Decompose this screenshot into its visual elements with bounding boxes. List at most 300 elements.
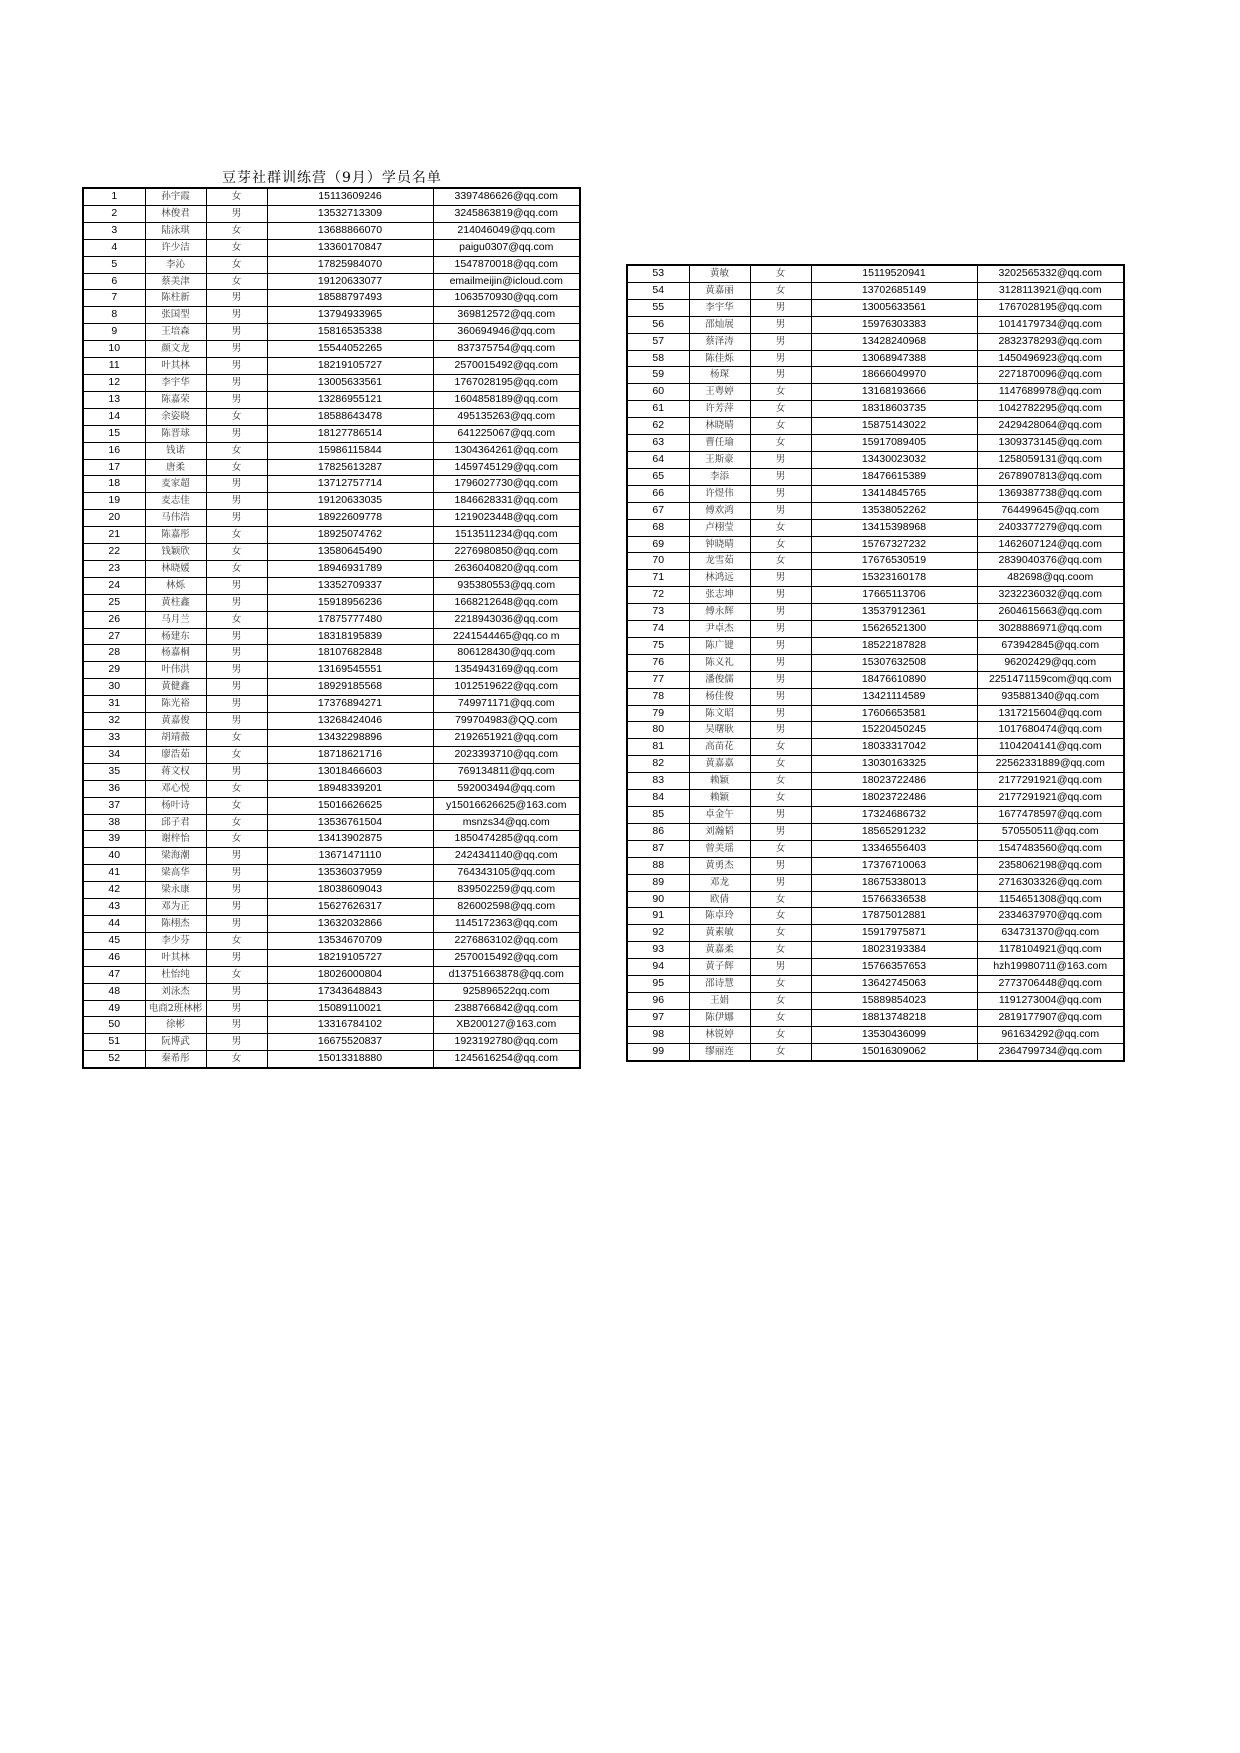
table-row bbox=[627, 773, 1124, 790]
email: 1191273004@qq.com bbox=[977, 992, 1124, 1009]
gender: 女 bbox=[206, 560, 267, 577]
student-name: 邓心悦 bbox=[145, 780, 206, 797]
table-row bbox=[83, 476, 580, 493]
gender: 女 bbox=[750, 536, 811, 553]
email: 2218943036@qq.com bbox=[433, 611, 580, 628]
row-number: 19 bbox=[83, 493, 145, 510]
gender: 男 bbox=[206, 594, 267, 611]
student-name: 李宇华 bbox=[689, 299, 750, 316]
email: 1147689978@qq.com bbox=[977, 384, 1124, 401]
student-name: 钱诺 bbox=[145, 442, 206, 459]
email: msnzs34@qq.com bbox=[433, 814, 580, 831]
table-row bbox=[627, 976, 1124, 993]
phone-number: 17606653581 bbox=[811, 705, 977, 722]
email: 1767028195@qq.com bbox=[977, 299, 1124, 316]
phone-number: 18925074762 bbox=[267, 527, 433, 544]
table-row bbox=[627, 384, 1124, 401]
phone-number: 15766336538 bbox=[811, 891, 977, 908]
row-number: 37 bbox=[83, 797, 145, 814]
phone-number: 13414845765 bbox=[811, 485, 977, 502]
email: 482698@qq.coom bbox=[977, 570, 1124, 587]
student-name: 钟晓晴 bbox=[689, 536, 750, 553]
row-number: 57 bbox=[627, 333, 689, 350]
table-row bbox=[627, 316, 1124, 333]
gender: 女 bbox=[206, 730, 267, 747]
phone-number: 15119520941 bbox=[811, 265, 977, 282]
email: 1304364261@qq.com bbox=[433, 442, 580, 459]
gender: 男 bbox=[750, 485, 811, 502]
table-row bbox=[627, 468, 1124, 485]
table-row bbox=[627, 502, 1124, 519]
email: 2678907813@qq.com bbox=[977, 468, 1124, 485]
gender: 女 bbox=[206, 459, 267, 476]
gender: 男 bbox=[206, 983, 267, 1000]
student-name: 林俊君 bbox=[145, 205, 206, 222]
row-number: 91 bbox=[627, 908, 689, 925]
row-number: 80 bbox=[627, 722, 689, 739]
row-number: 42 bbox=[83, 882, 145, 899]
phone-number: 13030163325 bbox=[811, 756, 977, 773]
phone-number: 15307632508 bbox=[811, 654, 977, 671]
row-number: 15 bbox=[83, 425, 145, 442]
table-row bbox=[83, 459, 580, 476]
student-name: 赖颖 bbox=[689, 773, 750, 790]
table-row bbox=[83, 949, 580, 966]
row-number: 65 bbox=[627, 468, 689, 485]
phone-number: 13428240968 bbox=[811, 333, 977, 350]
row-number: 25 bbox=[83, 594, 145, 611]
row-number: 90 bbox=[627, 891, 689, 908]
phone-number: 15626521300 bbox=[811, 621, 977, 638]
phone-number: 18023193384 bbox=[811, 942, 977, 959]
gender: 男 bbox=[206, 696, 267, 713]
student-name: 叶伟洪 bbox=[145, 662, 206, 679]
gender: 女 bbox=[206, 797, 267, 814]
student-name: 徐彬 bbox=[145, 1017, 206, 1034]
student-name: 黄素敏 bbox=[689, 925, 750, 942]
row-number: 44 bbox=[83, 915, 145, 932]
row-number: 53 bbox=[627, 265, 689, 282]
student-name: 余姿晓 bbox=[145, 408, 206, 425]
table-row bbox=[83, 831, 580, 848]
email: 1547870018@qq.com bbox=[433, 256, 580, 273]
email: 2358062198@qq.com bbox=[977, 857, 1124, 874]
student-name: 黄嘉丽 bbox=[689, 282, 750, 299]
email: 2251471159com@qq.com bbox=[977, 671, 1124, 688]
gender: 女 bbox=[750, 739, 811, 756]
phone-number: 18813748218 bbox=[811, 1009, 977, 1026]
student-name: 潘俊儒 bbox=[689, 671, 750, 688]
phone-number: 19120633077 bbox=[267, 273, 433, 290]
phone-number: 18038609043 bbox=[267, 882, 433, 899]
phone-number: 13430023032 bbox=[811, 451, 977, 468]
table-row bbox=[627, 1043, 1124, 1060]
row-number: 56 bbox=[627, 316, 689, 333]
phone-number: 18588797493 bbox=[267, 290, 433, 307]
gender: 男 bbox=[750, 367, 811, 384]
phone-number: 17875012881 bbox=[811, 908, 977, 925]
student-name: 傅永辉 bbox=[689, 604, 750, 621]
row-number: 97 bbox=[627, 1009, 689, 1026]
gender: 男 bbox=[206, 290, 267, 307]
table-row bbox=[83, 594, 580, 611]
phone-number: 15816535338 bbox=[267, 324, 433, 341]
student-name: 杜怡纯 bbox=[145, 966, 206, 983]
email: 369812572@qq.com bbox=[433, 307, 580, 324]
student-name: 邓龙 bbox=[689, 874, 750, 891]
table-row bbox=[627, 350, 1124, 367]
email: 826002598@qq.com bbox=[433, 899, 580, 916]
gender: 男 bbox=[206, 1000, 267, 1017]
phone-number: 13360170847 bbox=[267, 239, 433, 256]
gender: 女 bbox=[206, 222, 267, 239]
student-name: 阮博武 bbox=[145, 1034, 206, 1051]
email: 749971171@qq.com bbox=[433, 696, 580, 713]
row-number: 73 bbox=[627, 604, 689, 621]
email: 3397486626@qq.com bbox=[433, 188, 580, 205]
table-row bbox=[627, 756, 1124, 773]
student-name: 陈嘉荣 bbox=[145, 391, 206, 408]
row-number: 43 bbox=[83, 899, 145, 916]
phone-number: 13168193666 bbox=[811, 384, 977, 401]
phone-number: 13421114589 bbox=[811, 688, 977, 705]
row-number: 79 bbox=[627, 705, 689, 722]
row-number: 32 bbox=[83, 713, 145, 730]
phone-number: 18565291232 bbox=[811, 823, 977, 840]
phone-number: 13642745063 bbox=[811, 976, 977, 993]
gender: 男 bbox=[206, 476, 267, 493]
gender: 男 bbox=[750, 468, 811, 485]
table-row bbox=[627, 942, 1124, 959]
student-name: 傅欢鸿 bbox=[689, 502, 750, 519]
table-row bbox=[83, 915, 580, 932]
student-name: 刘瀚韬 bbox=[689, 823, 750, 840]
phone-number: 18922609778 bbox=[267, 510, 433, 527]
table-row bbox=[627, 485, 1124, 502]
phone-number: 13534670709 bbox=[267, 932, 433, 949]
table-row bbox=[83, 814, 580, 831]
phone-number: 18219105727 bbox=[267, 949, 433, 966]
student-name: 钱颖欣 bbox=[145, 544, 206, 561]
gender: 男 bbox=[206, 577, 267, 594]
document-title: 豆芽社群训练营（9月）学员名单 bbox=[222, 170, 442, 186]
phone-number: 17324686732 bbox=[811, 807, 977, 824]
table-row bbox=[627, 857, 1124, 874]
student-name: 梁海潮 bbox=[145, 848, 206, 865]
table-row bbox=[627, 570, 1124, 587]
phone-number: 15627626317 bbox=[267, 899, 433, 916]
student-name: 林晓晴 bbox=[689, 418, 750, 435]
student-name: 王斯豪 bbox=[689, 451, 750, 468]
table-row bbox=[83, 391, 580, 408]
gender: 男 bbox=[206, 1034, 267, 1051]
row-number: 64 bbox=[627, 451, 689, 468]
phone-number: 13352709337 bbox=[267, 577, 433, 594]
table-row bbox=[83, 865, 580, 882]
row-number: 51 bbox=[83, 1034, 145, 1051]
row-number: 84 bbox=[627, 790, 689, 807]
gender: 女 bbox=[206, 746, 267, 763]
gender: 女 bbox=[750, 925, 811, 942]
gender: 男 bbox=[750, 333, 811, 350]
row-number: 16 bbox=[83, 442, 145, 459]
phone-number: 13346556403 bbox=[811, 840, 977, 857]
phone-number: 15889854023 bbox=[811, 992, 977, 1009]
gender: 女 bbox=[206, 932, 267, 949]
student-name: 陆泳琪 bbox=[145, 222, 206, 239]
row-number: 99 bbox=[627, 1043, 689, 1060]
row-number: 55 bbox=[627, 299, 689, 316]
phone-number: 13005633561 bbox=[811, 299, 977, 316]
student-name: 邵灿展 bbox=[689, 316, 750, 333]
gender: 女 bbox=[750, 282, 811, 299]
phone-number: 18946931789 bbox=[267, 560, 433, 577]
gender: 女 bbox=[206, 188, 267, 205]
student-name: 李少芬 bbox=[145, 932, 206, 949]
email: 360694946@qq.com bbox=[433, 324, 580, 341]
row-number: 6 bbox=[83, 273, 145, 290]
gender: 男 bbox=[206, 899, 267, 916]
phone-number: 18675338013 bbox=[811, 874, 977, 891]
student-name: 张国型 bbox=[145, 307, 206, 324]
table-row bbox=[627, 282, 1124, 299]
phone-number: 17343648843 bbox=[267, 983, 433, 1000]
email: 2192651921@qq.com bbox=[433, 730, 580, 747]
phone-number: 18127786514 bbox=[267, 425, 433, 442]
email: 1104204141@qq.com bbox=[977, 739, 1124, 756]
table-row bbox=[83, 1017, 580, 1034]
gender: 女 bbox=[750, 1009, 811, 1026]
phone-number: 13432298896 bbox=[267, 730, 433, 747]
gender: 男 bbox=[750, 637, 811, 654]
row-number: 18 bbox=[83, 476, 145, 493]
gender: 女 bbox=[750, 992, 811, 1009]
table-row bbox=[627, 604, 1124, 621]
table-row bbox=[627, 265, 1124, 282]
phone-number: 13169545551 bbox=[267, 662, 433, 679]
gender: 女 bbox=[750, 891, 811, 908]
phone-number: 15917975871 bbox=[811, 925, 977, 942]
row-number: 20 bbox=[83, 510, 145, 527]
gender: 男 bbox=[206, 425, 267, 442]
student-name: 秦希彤 bbox=[145, 1051, 206, 1068]
row-number: 83 bbox=[627, 773, 689, 790]
email: 1317215604@qq.com bbox=[977, 705, 1124, 722]
row-number: 10 bbox=[83, 341, 145, 358]
row-number: 72 bbox=[627, 587, 689, 604]
row-number: 41 bbox=[83, 865, 145, 882]
email: hzh19980711@163.com bbox=[977, 959, 1124, 976]
gender: 男 bbox=[750, 587, 811, 604]
table-row bbox=[627, 823, 1124, 840]
gender: 女 bbox=[750, 401, 811, 418]
gender: 男 bbox=[750, 654, 811, 671]
email: y15016626625@163.com bbox=[433, 797, 580, 814]
phone-number: 13702685149 bbox=[811, 282, 977, 299]
table-row bbox=[83, 730, 580, 747]
table-row bbox=[627, 418, 1124, 435]
gender: 男 bbox=[750, 570, 811, 587]
phone-number: 18588643478 bbox=[267, 408, 433, 425]
table-row bbox=[83, 882, 580, 899]
table-row bbox=[83, 746, 580, 763]
row-number: 23 bbox=[83, 560, 145, 577]
row-number: 94 bbox=[627, 959, 689, 976]
gender: 女 bbox=[750, 840, 811, 857]
phone-number: 13794933965 bbox=[267, 307, 433, 324]
email: 570550511@qq.com bbox=[977, 823, 1124, 840]
student-name: 邓为正 bbox=[145, 899, 206, 916]
table-row bbox=[83, 442, 580, 459]
gender: 女 bbox=[206, 1051, 267, 1068]
email: 2276863102@qq.com bbox=[433, 932, 580, 949]
row-number: 67 bbox=[627, 502, 689, 519]
phone-number: 18476610890 bbox=[811, 671, 977, 688]
gender: 男 bbox=[206, 341, 267, 358]
row-number: 89 bbox=[627, 874, 689, 891]
phone-number: 15917089405 bbox=[811, 435, 977, 452]
gender: 女 bbox=[750, 418, 811, 435]
student-name: 麦家超 bbox=[145, 476, 206, 493]
gender: 男 bbox=[750, 299, 811, 316]
gender: 男 bbox=[206, 865, 267, 882]
table-row bbox=[83, 374, 580, 391]
phone-number: 15323160178 bbox=[811, 570, 977, 587]
table-row bbox=[627, 688, 1124, 705]
student-name: 陈卓玲 bbox=[689, 908, 750, 925]
email: 2773706448@qq.com bbox=[977, 976, 1124, 993]
student-name: 欧倩 bbox=[689, 891, 750, 908]
gender: 女 bbox=[206, 611, 267, 628]
table-row bbox=[83, 493, 580, 510]
student-name: 麦志佳 bbox=[145, 493, 206, 510]
gender: 男 bbox=[750, 874, 811, 891]
table-row bbox=[83, 408, 580, 425]
phone-number: 13536761504 bbox=[267, 814, 433, 831]
gender: 男 bbox=[206, 848, 267, 865]
table-row bbox=[83, 1000, 580, 1017]
row-number: 59 bbox=[627, 367, 689, 384]
row-number: 88 bbox=[627, 857, 689, 874]
row-number: 74 bbox=[627, 621, 689, 638]
student-name: 林鸿远 bbox=[689, 570, 750, 587]
table-row bbox=[627, 299, 1124, 316]
phone-number: 15016309062 bbox=[811, 1043, 977, 1060]
email: 3232236032@qq.com bbox=[977, 587, 1124, 604]
row-number: 47 bbox=[83, 966, 145, 983]
row-number: 27 bbox=[83, 628, 145, 645]
email: 2334637970@qq.com bbox=[977, 908, 1124, 925]
row-number: 93 bbox=[627, 942, 689, 959]
email: emailmeijin@icloud.com bbox=[433, 273, 580, 290]
email: 961634292@qq.com bbox=[977, 1026, 1124, 1043]
table-row bbox=[627, 959, 1124, 976]
phone-number: 17825613287 bbox=[267, 459, 433, 476]
gender: 男 bbox=[206, 763, 267, 780]
email: 3128113921@qq.com bbox=[977, 282, 1124, 299]
email: 2570015492@qq.com bbox=[433, 358, 580, 375]
student-name: 杨佳俊 bbox=[689, 688, 750, 705]
phone-number: 15986115844 bbox=[267, 442, 433, 459]
row-number: 81 bbox=[627, 739, 689, 756]
email: d13751663878@qq.com bbox=[433, 966, 580, 983]
email: 2636040820@qq.com bbox=[433, 560, 580, 577]
email: 806128430@qq.com bbox=[433, 645, 580, 662]
table-row bbox=[83, 358, 580, 375]
table-row bbox=[627, 621, 1124, 638]
phone-number: 17825984070 bbox=[267, 256, 433, 273]
table-row bbox=[83, 696, 580, 713]
row-number: 76 bbox=[627, 654, 689, 671]
student-name: 黄嘉嘉 bbox=[689, 756, 750, 773]
row-number: 4 bbox=[83, 239, 145, 256]
email: 2604615663@qq.com bbox=[977, 604, 1124, 621]
row-number: 70 bbox=[627, 553, 689, 570]
email: 837375754@qq.com bbox=[433, 341, 580, 358]
table-row bbox=[83, 324, 580, 341]
row-number: 87 bbox=[627, 840, 689, 857]
row-number: 75 bbox=[627, 637, 689, 654]
email: 2364799734@qq.com bbox=[977, 1043, 1124, 1060]
phone-number: 18522187828 bbox=[811, 637, 977, 654]
table-row bbox=[83, 341, 580, 358]
gender: 男 bbox=[750, 807, 811, 824]
email: 673942845@qq.com bbox=[977, 637, 1124, 654]
email: 839502259@qq.com bbox=[433, 882, 580, 899]
row-number: 58 bbox=[627, 350, 689, 367]
student-name: 高苗花 bbox=[689, 739, 750, 756]
email: 769134811@qq.com bbox=[433, 763, 580, 780]
gender: 女 bbox=[750, 265, 811, 282]
email: 2424341140@qq.com bbox=[433, 848, 580, 865]
email: 1850474285@qq.com bbox=[433, 831, 580, 848]
row-number: 49 bbox=[83, 1000, 145, 1017]
phone-number: 13413902875 bbox=[267, 831, 433, 848]
student-name: 陈嘉彤 bbox=[145, 527, 206, 544]
email: 2716303326@qq.com bbox=[977, 874, 1124, 891]
gender: 男 bbox=[750, 621, 811, 638]
row-number: 96 bbox=[627, 992, 689, 1009]
table-row bbox=[627, 722, 1124, 739]
student-name: 李添 bbox=[689, 468, 750, 485]
email: 764499645@qq.com bbox=[977, 502, 1124, 519]
email: 634731370@qq.com bbox=[977, 925, 1124, 942]
row-number: 62 bbox=[627, 418, 689, 435]
table-row bbox=[83, 662, 580, 679]
gender: 男 bbox=[750, 316, 811, 333]
phone-number: 13580645490 bbox=[267, 544, 433, 561]
table-row bbox=[83, 544, 580, 561]
row-number: 86 bbox=[627, 823, 689, 840]
row-number: 5 bbox=[83, 256, 145, 273]
student-name: 黄嘉俊 bbox=[145, 713, 206, 730]
gender: 男 bbox=[750, 671, 811, 688]
student-name: 卢栩莹 bbox=[689, 519, 750, 536]
table-row bbox=[83, 510, 580, 527]
phone-number: 18107682848 bbox=[267, 645, 433, 662]
phone-number: 15016626625 bbox=[267, 797, 433, 814]
email: 22562331889@qq.com bbox=[977, 756, 1124, 773]
email: 1923192780@qq.com bbox=[433, 1034, 580, 1051]
email: 1014179734@qq.com bbox=[977, 316, 1124, 333]
student-name: 张志坤 bbox=[689, 587, 750, 604]
row-number: 35 bbox=[83, 763, 145, 780]
gender: 男 bbox=[206, 493, 267, 510]
row-number: 36 bbox=[83, 780, 145, 797]
gender: 男 bbox=[206, 205, 267, 222]
student-name: 蔡美津 bbox=[145, 273, 206, 290]
email: 1354943169@qq.com bbox=[433, 662, 580, 679]
